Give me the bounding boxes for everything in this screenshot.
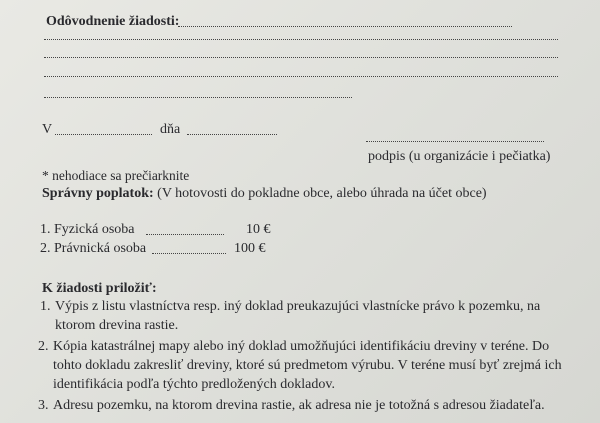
attachment-number: 1. <box>40 299 51 314</box>
place-line <box>55 134 152 135</box>
attachment-text-line: identifikácia podľa týchto predložených dokladov. <box>53 377 335 392</box>
attachment-text-line: Kópia katastrálnej mapy alebo iný doklad umožňujúci identifikáciu dreviny v teréne. Do <box>53 339 550 354</box>
place-prefix: V <box>42 122 53 137</box>
justification-line-3 <box>44 57 558 58</box>
justification-label: Odôvodnenie žiadosti: <box>46 14 180 29</box>
fee-item-amount: 100 € <box>234 241 266 256</box>
attachments-title: K žiadosti priložiť: <box>42 281 157 296</box>
fee-item-label: 1. Fyzická osoba <box>40 222 135 237</box>
signature-line <box>366 141 544 142</box>
attachment-text-line: ktorom drevina rastie. <box>55 318 179 333</box>
signature-caption: podpis (u organizácie i pečiatka) <box>368 149 551 164</box>
justification-line-2 <box>44 39 558 40</box>
date-line <box>187 134 277 135</box>
attachment-number: 3. <box>38 398 49 413</box>
attachment-text-line: Výpis z listu vlastníctva resp. iný doklad preukazujúci vlastnícke právo k pozemku, na <box>55 299 541 314</box>
justification-line-1 <box>178 26 512 27</box>
attachment-number: 2. <box>38 339 49 354</box>
strike-note: * nehodiace sa prečiarknite <box>42 168 190 183</box>
fee-label: Správny poplatok: <box>42 186 154 201</box>
fee-description: (V hotovosti do pokladne obce, alebo úhrada na účet obce) <box>157 186 487 201</box>
fee-item-leader <box>146 234 224 235</box>
justification-line-5 <box>44 97 352 98</box>
attachment-text-line: tohto dokladu zakresliť dreviny, ktoré sú predmetom výrubu. V teréne musí byť zrejmá ich <box>53 358 562 373</box>
attachment-text-line: Adresu pozemku, na ktorom drevina rastie, ak adresa nie je totožná s adresou žiadateľa. <box>53 398 545 413</box>
fee-line <box>42 186 487 202</box>
fee-item-amount: 10 € <box>246 222 271 237</box>
fee-item-label: 2. Právnická osoba <box>40 241 147 256</box>
date-label: dňa <box>160 122 181 137</box>
fee-item-leader <box>152 253 226 254</box>
justification-line-4 <box>44 76 558 77</box>
